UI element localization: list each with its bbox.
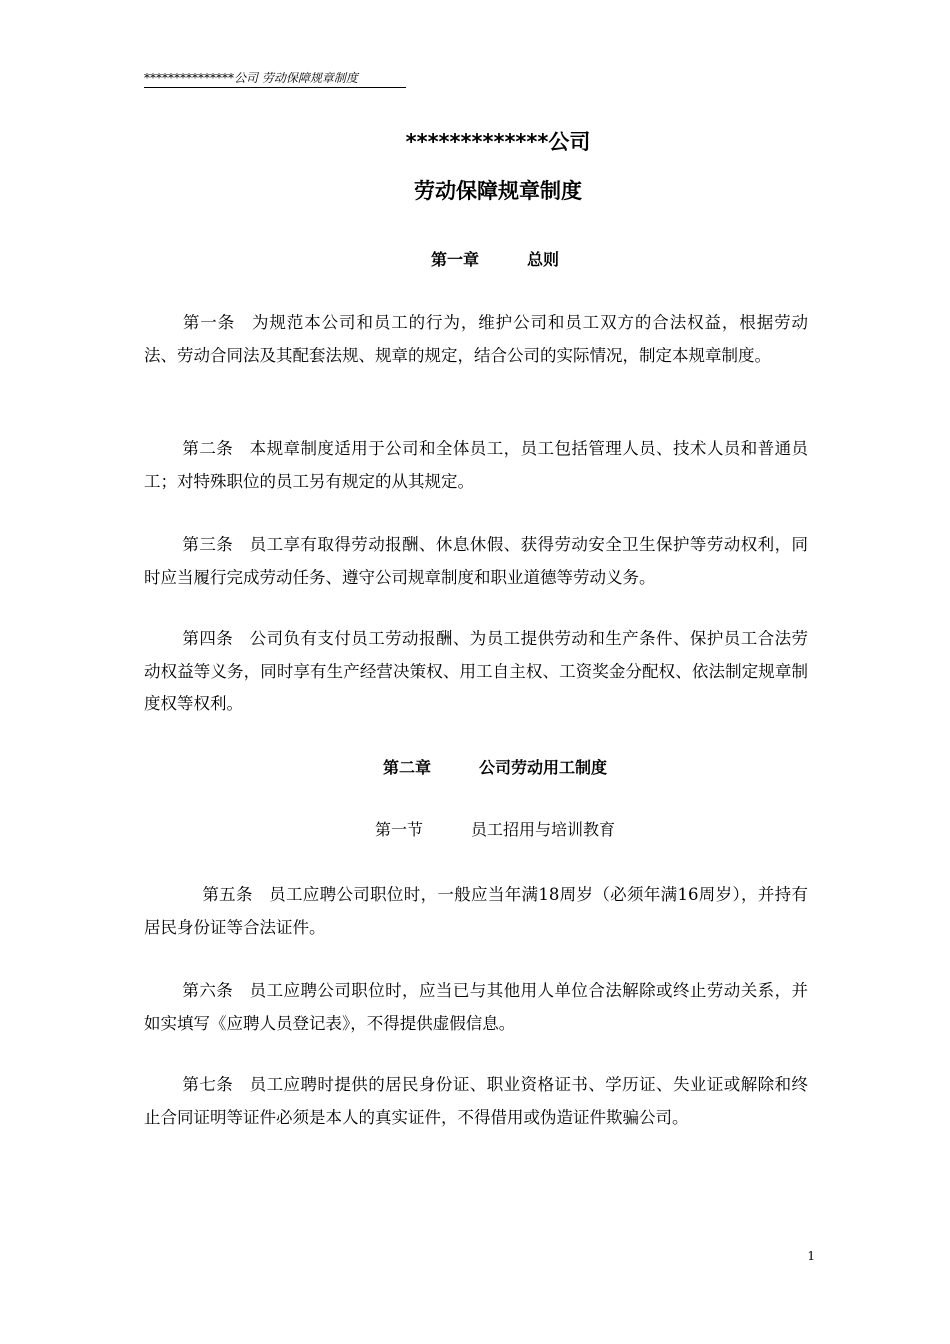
running-header: ***************公司 劳动保障规章制度 [144, 71, 358, 85]
header-underline [144, 87, 406, 88]
article-paragraph [144, 879, 808, 944]
chapter-number: 第一章 [430, 250, 479, 269]
article-paragraph [144, 975, 808, 1040]
article-text: 员工应聘公司职位时，一般应当年满18周岁（必须年满16周岁），并持有居民身份证等合法证件。 [144, 885, 808, 937]
chapter-name: 公司劳动用工制度 [479, 758, 608, 777]
article-paragraph [144, 433, 808, 498]
article-text: 公司负有支付员工劳动报酬、为员工提供劳动和生产条件、保护员工合法劳动权益等义务，同时享有生产经营决策权、用工自主权、工资奖金分配权、依法制定规章制度权等权利。 [144, 629, 809, 713]
section-name: 员工招用与培训教育 [471, 820, 616, 839]
article-paragraph [144, 529, 808, 594]
article-label: 第一条 [182, 313, 236, 332]
article-label: 第四条 [182, 629, 234, 648]
article-label: 第三条 [182, 535, 234, 554]
section-number: 第一节 [374, 820, 423, 839]
article-paragraph [144, 623, 808, 721]
article-label: 第六条 [182, 981, 234, 1000]
article-label: 第七条 [182, 1075, 234, 1094]
article-paragraph [144, 1069, 808, 1134]
article-text: 员工应聘公司职位时，应当已与其他用人单位合法解除或终止劳动关系，并如实填写《应聘人员登记表》，不得提供虚假信息。 [144, 981, 809, 1033]
chapter-heading-1 [0, 248, 950, 272]
article-label: 第二条 [182, 439, 234, 458]
article-text: 为规范本公司和员工的行为，维护公司和员工双方的合法权益，根据劳动法、劳动合同法及其配套法规、规章的规定，结合公司的实际情况，制定本规章制度。 [144, 313, 809, 365]
chapter-heading-2 [0, 756, 950, 780]
article-label: 第五条 [202, 885, 253, 904]
section-heading-1 [0, 818, 950, 842]
document-title-main: 劳动保障规章制度 [414, 179, 582, 203]
article-text: 员工享有取得劳动报酬、休息休假、获得劳动安全卫生保护等劳动权利，同时应当履行完成劳动任务、遵守公司规章制度和职业道德等劳动义务。 [144, 535, 809, 587]
article-text: 员工应聘时提供的居民身份证、职业资格证书、学历证、失业证或解除和终止合同证明等证件必须是本人的真实证件，不得借用或伪造证件欺骗公司。 [144, 1075, 809, 1127]
document-title-company: *************公司 [405, 130, 591, 154]
page-number: 1 [807, 1249, 815, 1263]
chapter-name: 总则 [527, 250, 560, 269]
article-paragraph [144, 307, 808, 372]
article-text: 本规章制度适用于公司和全体员工，员工包括管理人员、技术人员和普通员工；对特殊职位的员工另有规定的从其规定。 [144, 439, 809, 491]
chapter-number: 第二章 [382, 758, 431, 777]
